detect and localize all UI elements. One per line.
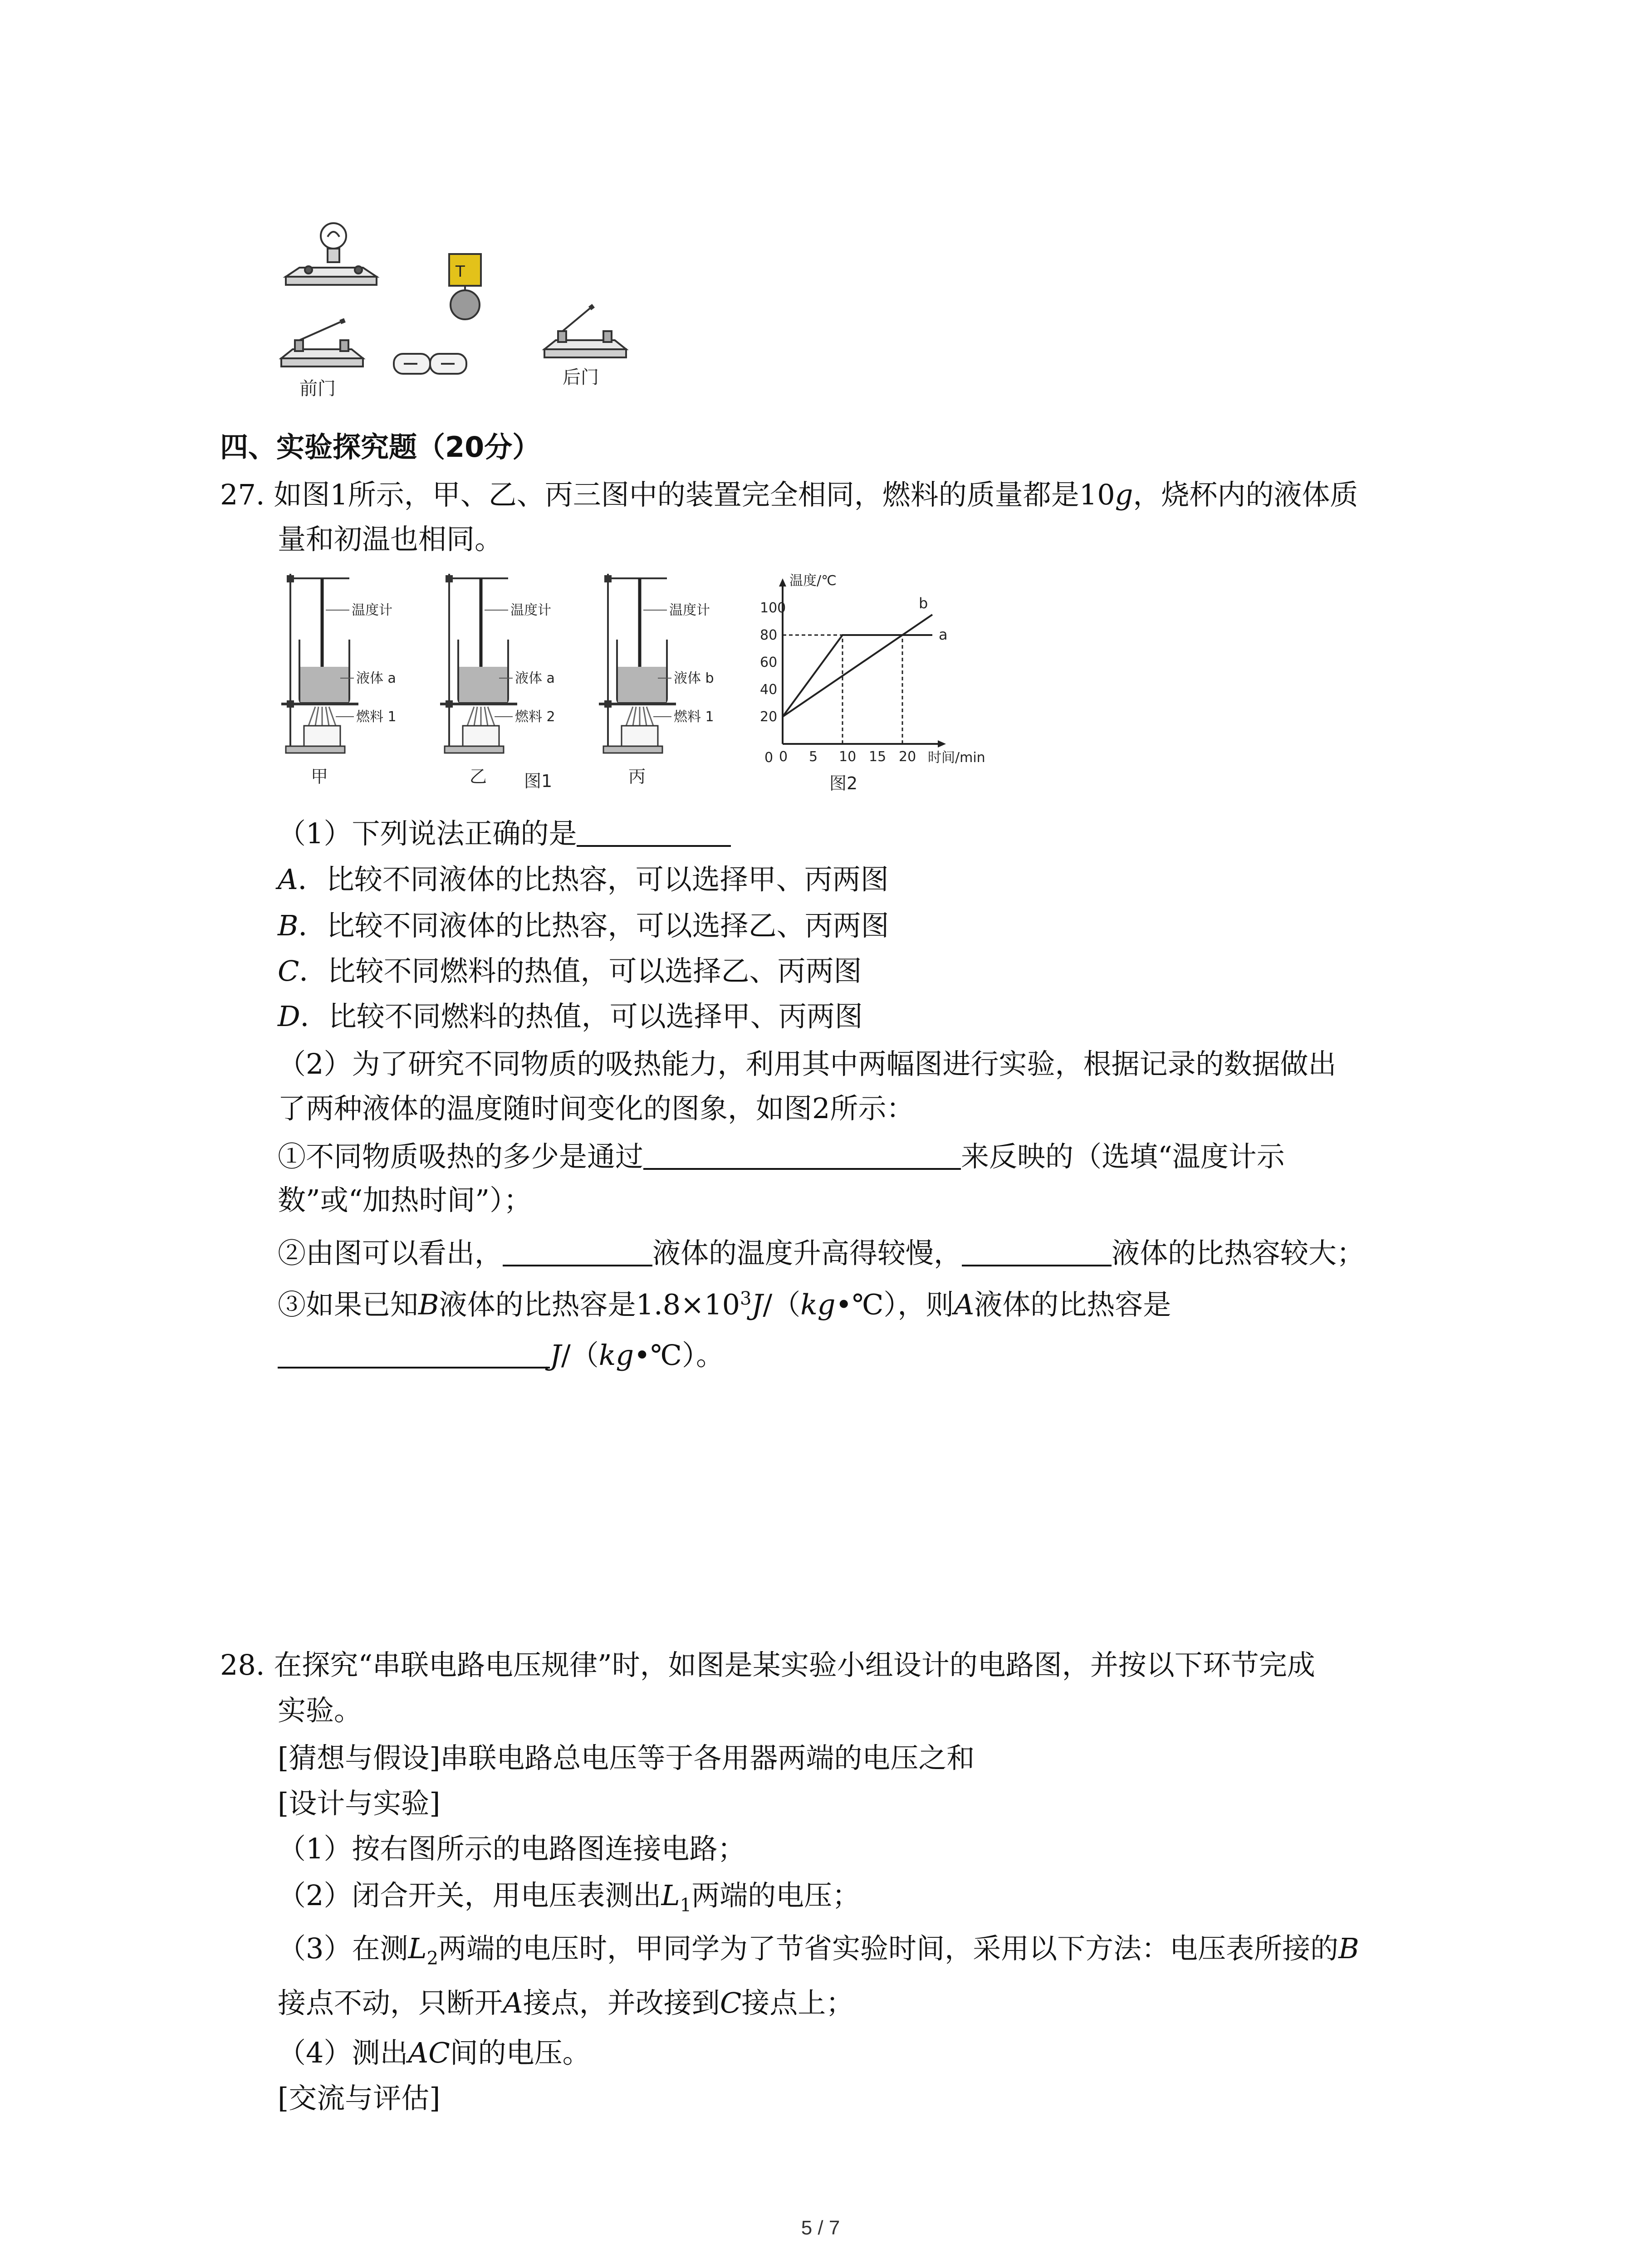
components-figure [272,209,644,408]
y-tick-label: 40 [760,682,778,698]
q27-sub2-blank-1[interactable] [503,1238,652,1266]
option-text: ．比较不同燃料的热值，可以选择甲、丙两图 [300,1000,863,1033]
apparatus-1 [281,574,397,787]
q28-line2: 实验。 [278,1694,362,1727]
apparatus-2 [440,574,555,787]
option-text: ．比较不同燃料的热值，可以选择乙、丙两图 [299,954,862,987]
clamp-block [604,575,612,582]
q27-sub3-unit-end: •℃）。 [634,1339,724,1372]
front-switch-icon [281,320,363,367]
fuel-label: 燃料 1 [674,709,714,725]
electric-bell-icon [449,254,481,319]
q27-option-a [278,865,889,894]
ring-clamp [446,700,453,708]
q28-step2-text-b: 两端的电压； [691,1879,861,1912]
q28-step3-text-e: 接点上； [741,1986,854,2019]
stand-base [445,746,504,753]
q27-unit: g [1115,478,1133,511]
stand-base [603,746,662,753]
page-number: 5 / 7 [801,2217,840,2239]
option-letter: A [278,863,298,896]
q27-sub3-text-b: 液体的比热容是1.8×10 [439,1288,740,1321]
q27-sub2-text-b: 液体的温度升高得较慢， [652,1237,962,1270]
option-letter: B [278,909,299,942]
q27-sub1-line2: 数”或“加热时间”）； [278,1183,532,1217]
q27-line1 [220,478,1358,511]
q27-sub2-blank-2[interactable] [962,1238,1112,1266]
q27-sub3-J: J [751,1288,763,1321]
q27-sub3-unit-kg: kg [598,1339,634,1372]
q27-sub3-answer-blank[interactable] [278,1340,550,1369]
q27-sub2-text-c: 液体的比热容较大； [1112,1237,1365,1270]
thermometer-label: 温度计 [352,602,392,618]
q27-part1-text: （1）下列说法正确的是 [278,817,577,850]
q28-step3-B: B [1338,1932,1359,1965]
q27-text-b: ，烧杯内的液体质 [1133,478,1358,511]
clamp-block [446,575,453,582]
q28-step3-text-d: 接点，并改接到 [523,1986,720,2019]
q27-sub1-text-b: 来反映的（选填“温度计示 [961,1140,1285,1173]
ring-clamp [287,700,294,708]
front-door-label: 前门 [299,378,336,399]
liquid [300,667,348,702]
series-label-b: b [919,595,928,612]
q28-design: [设计与实验] [278,1787,441,1820]
q28-step3-line2 [278,1986,854,2019]
fuel-label: 燃料 1 [356,709,397,725]
q28-step1: （1）按右图所示的电路图连接电路； [278,1832,746,1865]
q28-step3-sub: 2 [426,1948,439,1969]
q28-step3-L: L [408,1932,427,1965]
q27-sub3-unit-J: J [550,1339,561,1372]
liquid-label: 液体 a [356,670,396,686]
q27-sub1-answer-blank[interactable] [643,1142,961,1170]
liquid [618,667,666,702]
fuel-label: 燃料 2 [515,709,555,725]
svg-text:T: T [456,263,465,281]
series-line-a [783,635,932,717]
q27-figures [272,562,998,807]
q28-step4-text-b: 间的电压。 [450,2036,591,2069]
q27-sub1-text-a: ①不同物质吸热的多少是通过 [278,1140,644,1173]
q28-step2-L: L [661,1879,680,1912]
q27-line2: 量和初温也相同。 [278,523,503,556]
back-switch-icon [544,306,626,357]
clamp-block [287,575,294,582]
fig1-caption: 图1 [524,771,553,791]
apparatus-group [281,574,714,787]
q27-sub2 [278,1237,1365,1270]
y-tick-label: 60 [760,655,778,670]
q28-line1 [220,1648,1315,1681]
q27-sub3-text-e: 液体的比热容是 [974,1288,1171,1321]
q27-sub3-unit-rest: /（ [561,1339,599,1372]
x-tick-label: 0 [779,749,788,765]
stand-base [286,746,345,753]
y-tick-label: 80 [760,627,778,643]
option-text: ．比较不同液体的比热容，可以选择甲、丙两图 [298,863,889,896]
q27-option-d [278,1002,863,1031]
option-text: ．比较不同液体的比热容，可以选择乙、丙两图 [298,909,889,942]
burner [463,726,499,746]
y-tick-label: 20 [760,709,778,725]
q27-text-a: 如图1所示，甲、乙、丙三图中的装置完全相同，燃料的质量都是10 [274,478,1115,511]
q28-number: 28. [220,1648,265,1681]
q28-step3-C: C [720,1986,742,2019]
q27-sub3-A: A [954,1288,975,1321]
flame-icon [467,707,495,726]
x-tick-label: 5 [809,749,818,765]
liquid-label: 液体 b [674,670,714,686]
q27-sub2-text-a: ②由图可以看出， [278,1237,503,1270]
y-axis-label: 温度/℃ [789,573,837,589]
section-title: 四、实验探究题（20分） [220,430,541,464]
q27-sub3-text-d: •℃），则 [835,1288,954,1321]
q27-part1-answer-blank[interactable] [577,819,731,847]
y-tick-label: 100 [760,600,786,616]
battery-icon [394,354,466,374]
q28-text: 在探究“串联电路电压规律”时，如图是某实验小组设计的电路图，并按以下环节完成 [274,1648,1315,1681]
q27-number: 27. [220,478,265,511]
flame-icon [626,707,653,726]
thermometer-label: 温度计 [510,602,551,618]
q28-guess: [猜想与假设]串联电路总电压等于各用器两端的电压之和 [278,1741,975,1774]
series-label-a: a [939,626,948,643]
option-letter: C [278,954,299,987]
apparatus-3 [599,574,714,787]
apparatus-name: 丙 [628,767,646,787]
ring-clamp [604,700,612,708]
q27-sub3-text-c: /（ [763,1288,801,1321]
q27-option-c [278,954,862,987]
liquid-label: 液体 a [515,670,555,686]
q28-step3 [278,1932,1359,1969]
q28-step4 [278,2036,591,2069]
x-axis-label: 时间/min [928,750,985,766]
q27-part2-line2: 了两种液体的温度随时间变化的图象，如图2所示： [278,1092,915,1125]
q27-part1 [278,819,731,848]
apparatus-name: 甲 [311,767,328,787]
burner [304,726,340,746]
x-tick-label: 15 [869,749,887,765]
apparatus-name: 乙 [470,767,487,787]
q28-step3-text-b: 两端的电压时，甲同学为了节省实验时间，采用以下方法：电压表所接的 [438,1932,1339,1965]
q27-option-b [278,909,889,942]
q28-step4-AC: AC [408,2036,450,2069]
q27-sub3-line2 [278,1339,724,1372]
q27-part2-line1: （2）为了研究不同物质的吸热能力，利用其中两幅图进行实验，根据记录的数据做出 [278,1047,1337,1080]
back-door-label: 后门 [563,367,599,388]
temperature-chart [760,573,985,766]
x-axis-arrow [938,740,946,748]
q28-step4-text-a: （4）测出 [278,2036,408,2069]
q28-step3-A: A [503,1986,523,2019]
flame-icon [309,707,336,726]
q28-step3-text-c: 接点不动，只断开 [278,1986,503,2019]
lamp-on-base-icon [286,223,377,285]
q28-step3-text-a: （3）在测 [278,1932,408,1965]
q28-step2-sub: 1 [680,1895,692,1916]
q27-sub3-B: B [418,1288,439,1321]
q27-sub3-text-a: ③如果已知 [278,1288,419,1321]
option-letter: D [278,1000,300,1033]
thermometer-label: 温度计 [669,602,710,618]
x-tick-label: 10 [839,749,857,765]
liquid [459,667,507,702]
q27-sub1 [278,1142,1285,1171]
q27-sub3 [278,1290,1171,1319]
fig2-caption: 图2 [829,773,858,793]
q27-sub3-kg: kg [800,1288,836,1321]
series-line-b [783,615,932,717]
q28-step2 [278,1879,861,1916]
q28-step2-text-a: （2）闭合开关，用电压表测出 [278,1879,661,1912]
y-tick-label: 0 [764,750,774,766]
q28-exchange: [交流与评估] [278,2082,441,2115]
burner [622,726,658,746]
y-axis-arrow [779,578,786,587]
x-tick-label: 20 [899,749,916,765]
q27-sub3-exponent: 3 [740,1288,752,1309]
